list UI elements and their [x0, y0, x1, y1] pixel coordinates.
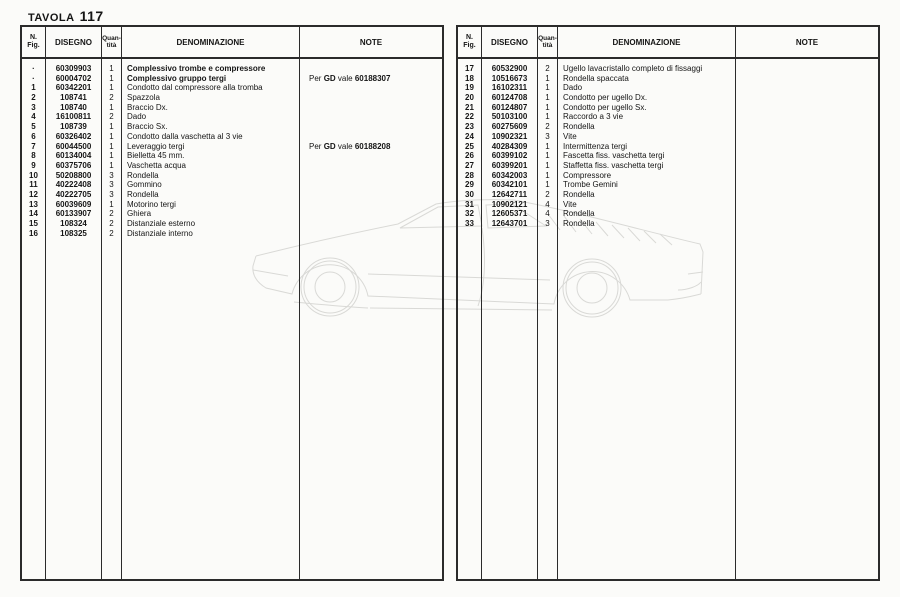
disegno-cell: 108325 [60, 228, 87, 238]
disegno-cell: 12643701 [491, 219, 528, 228]
denominazione-cell: Dado [127, 112, 147, 122]
note-cell [736, 103, 878, 113]
denominazione-cell: Rondella [127, 189, 159, 199]
denominazione-column [122, 59, 300, 579]
denominazione-cell: Distanziale interno [127, 228, 193, 238]
denominazione-cell: Gommino [127, 180, 162, 190]
fig-cell: 15 [29, 219, 38, 228]
quantita-cell: 4 [545, 209, 550, 219]
quantita-cell: 3 [545, 131, 550, 141]
denominazione-cell: Compressore [563, 170, 612, 180]
disegno-column [482, 59, 538, 579]
denominazione-cell: Ugello lavacristallo completo di fissaggi [563, 64, 703, 73]
quantita-cell: 1 [545, 170, 550, 180]
denominazione-cell: Condotto per ugello Dx. [563, 93, 648, 103]
denominazione-cell: Intermittenza tergi [563, 141, 628, 151]
denominazione-column [558, 59, 736, 579]
disegno-cell: 60342201 [55, 83, 92, 93]
fig-cell: 28 [465, 170, 474, 180]
note-cell [736, 200, 878, 210]
disegno-cell: 40222408 [55, 180, 92, 190]
quantita-cell: 2 [109, 112, 114, 122]
fig-cell: 32 [465, 209, 474, 219]
disegno-cell: 60532900 [491, 64, 528, 73]
header-disegno: DISEGNO [46, 27, 102, 57]
quantita-cell: 1 [545, 93, 550, 103]
note-cell [300, 200, 442, 210]
note-cell [300, 171, 442, 181]
quantita-cell: 1 [109, 102, 114, 112]
denominazione-cell: Vite [563, 131, 577, 141]
fig-column [458, 59, 482, 579]
note-cell [300, 161, 442, 171]
note-cell [736, 64, 878, 74]
quantita-cell: 1 [109, 64, 114, 73]
denominazione-cell: Vaschetta acqua [127, 160, 187, 170]
quantita-cell: 1 [109, 151, 114, 161]
header-note: NOTE [359, 37, 383, 47]
disegno-cell: 60275609 [491, 122, 528, 132]
fig-cell: 10 [29, 170, 38, 180]
fig-cell: 31 [465, 199, 474, 209]
quantita-cell: 3 [109, 189, 114, 199]
header-note: NOTE [795, 37, 819, 47]
quantita-cell: 1 [545, 151, 550, 161]
note-cell [300, 219, 442, 229]
quantita-cell: 1 [545, 83, 550, 93]
quantita-cell: 1 [545, 73, 550, 83]
denominazione-cell: Rondella [563, 219, 595, 228]
parts-table-right [456, 25, 880, 581]
header-denominazione: DENOMINAZIONE [558, 27, 736, 57]
denominazione-cell: Ghiera [127, 209, 152, 219]
disegno-cell: 60044500 [55, 141, 92, 151]
denominazione-cell: Condotto dalla vaschetta al 3 vie [127, 131, 243, 141]
fig-cell: 20 [465, 93, 474, 103]
note-column [300, 59, 442, 579]
note-cell [300, 151, 442, 161]
note-cell: Per GD vale 60188208 [309, 141, 391, 151]
note-cell: Per GD vale 60188307 [309, 73, 391, 83]
denominazione-cell: Trombe Gemini [563, 180, 618, 190]
fig-cell: 14 [29, 209, 38, 219]
disegno-cell: 12605371 [491, 209, 528, 219]
denominazione-cell: Braccio Sx. [127, 122, 168, 132]
table-header-row [22, 27, 442, 59]
quantita-cell: 2 [545, 122, 550, 132]
disegno-cell: 12642711 [491, 189, 528, 199]
disegno-cell: 60342003 [491, 170, 528, 180]
fig-cell: 18 [465, 73, 474, 83]
fig-cell: 24 [465, 131, 474, 141]
note-cell [300, 103, 442, 113]
header-quantita: Quan- tità [102, 27, 122, 57]
denominazione-cell: Dado [563, 83, 583, 93]
denominazione-cell: Raccordo a 3 vie [563, 112, 624, 122]
quantita-cell: 4 [545, 199, 550, 209]
fig-cell: 29 [465, 180, 474, 190]
disegno-cell: 60326402 [55, 131, 92, 141]
denominazione-cell: Bielletta 45 mm. [127, 151, 185, 161]
denominazione-cell: Leveraggio tergi [127, 141, 185, 151]
quantita-cell: 1 [545, 160, 550, 170]
denominazione-cell: Vite [563, 199, 577, 209]
note-cell [736, 112, 878, 122]
note-cell [300, 132, 442, 142]
disegno-cell: 108739 [60, 122, 87, 132]
denominazione-cell: Rondella [563, 189, 595, 199]
note-cell [736, 180, 878, 190]
quantita-cell: 1 [109, 160, 114, 170]
page-title-number: 117 [79, 8, 104, 24]
note-cell [736, 83, 878, 93]
table-body [458, 59, 878, 579]
denominazione-cell: Condotto dal compressore alla tromba [127, 83, 263, 93]
fig-cell: 1 [31, 83, 36, 93]
header-quantita: Quan- tità [538, 27, 558, 57]
note-cell [736, 122, 878, 132]
fig-cell: 26 [465, 151, 474, 161]
fig-cell: 4 [31, 112, 36, 122]
fig-cell: 30 [465, 189, 474, 199]
note-cell [300, 64, 442, 74]
note-cell [736, 190, 878, 200]
note-cell [736, 74, 878, 84]
quantita-column [538, 59, 558, 579]
quantita-cell: 1 [109, 122, 114, 132]
fig-cell: 17 [465, 64, 474, 73]
disegno-cell: 50208800 [55, 170, 92, 180]
disegno-cell: 10516673 [491, 73, 528, 83]
disegno-cell: 60124807 [491, 102, 528, 112]
denominazione-cell: Fascetta fiss. vaschetta tergi [563, 151, 665, 161]
denominazione-cell: Braccio Dx. [127, 102, 168, 112]
note-cell [300, 93, 442, 103]
fig-cell: 23 [465, 122, 474, 132]
denominazione-cell: Complessivo trombe e compressore [127, 64, 266, 73]
quantita-cell: 2 [109, 93, 114, 103]
disegno-cell: 10902121 [491, 199, 528, 209]
quantita-cell: 1 [109, 73, 114, 83]
disegno-cell: 60309903 [55, 64, 92, 73]
quantita-cell: 1 [109, 199, 114, 209]
fig-cell: · [32, 73, 35, 83]
table-body [22, 59, 442, 579]
note-cell [300, 83, 442, 93]
fig-cell: 2 [31, 93, 36, 103]
fig-cell: · [32, 64, 35, 73]
disegno-cell: 40284309 [491, 141, 528, 151]
disegno-cell: 60004702 [55, 73, 92, 83]
disegno-cell: 60375706 [55, 160, 92, 170]
quantita-cell: 2 [109, 209, 114, 219]
fig-cell: 19 [465, 83, 474, 93]
note-cell [736, 132, 878, 142]
note-cell [300, 180, 442, 190]
quantita-cell: 1 [109, 141, 114, 151]
quantita-cell: 2 [109, 228, 114, 238]
fig-cell: 21 [465, 102, 474, 112]
note-cell [736, 93, 878, 103]
denominazione-cell: Motorino tergi [127, 199, 176, 209]
note-cell [300, 190, 442, 200]
note-cell [736, 161, 878, 171]
fig-cell: 22 [465, 112, 474, 122]
disegno-cell: 16102311 [491, 83, 528, 93]
fig-cell: 7 [31, 141, 36, 151]
header-fig: N. Fig. [458, 27, 482, 57]
quantita-cell: 3 [545, 219, 550, 228]
fig-cell: 16 [29, 228, 38, 238]
page-title-label: TAVOLA [28, 12, 75, 24]
quantita-cell: 3 [109, 170, 114, 180]
quantita-cell: 1 [545, 112, 550, 122]
note-cell [736, 171, 878, 181]
denominazione-cell: Condotto per ugello Sx. [563, 102, 647, 112]
denominazione-cell: Rondella [563, 209, 595, 219]
fig-column [22, 59, 46, 579]
header-disegno: DISEGNO [482, 27, 538, 57]
disegno-cell: 60039609 [55, 199, 92, 209]
note-cell [300, 112, 442, 122]
page-title [28, 8, 104, 26]
quantita-cell: 1 [109, 131, 114, 141]
note-cell [300, 229, 442, 239]
disegno-cell: 108740 [60, 102, 87, 112]
quantita-cell: 3 [109, 180, 114, 190]
note-column [736, 59, 878, 579]
disegno-cell: 60342101 [491, 180, 528, 190]
disegno-cell: 60134004 [55, 151, 92, 161]
disegno-cell: 60124708 [491, 93, 528, 103]
quantita-cell: 2 [109, 219, 114, 228]
fig-cell: 3 [31, 102, 36, 112]
quantita-cell: 2 [545, 64, 550, 73]
note-cell [736, 209, 878, 219]
denominazione-cell: Distanziale esterno [127, 219, 196, 228]
note-cell [736, 219, 878, 229]
fig-cell: 33 [465, 219, 474, 228]
header-fig: N. Fig. [22, 27, 46, 57]
fig-cell: 9 [31, 160, 36, 170]
disegno-cell: 60133907 [55, 209, 92, 219]
denominazione-cell: Rondella [563, 122, 595, 132]
fig-cell: 12 [29, 189, 38, 199]
quantita-cell: 1 [545, 180, 550, 190]
denominazione-cell: Staffetta fiss. vaschetta tergi [563, 160, 664, 170]
fig-cell: 5 [31, 122, 36, 132]
fig-cell: 25 [465, 141, 474, 151]
fig-cell: 8 [31, 151, 36, 161]
disegno-cell: 10902321 [491, 131, 528, 141]
disegno-column [46, 59, 102, 579]
denominazione-cell: Complessivo gruppo tergi [127, 73, 227, 83]
parts-table-left [20, 25, 444, 581]
quantita-cell: 1 [545, 102, 550, 112]
quantita-column [102, 59, 122, 579]
denominazione-cell: Spazzola [127, 93, 160, 103]
disegno-cell: 16100811 [55, 112, 92, 122]
quantita-cell: 2 [545, 189, 550, 199]
quantita-cell: 1 [545, 141, 550, 151]
disegno-cell: 50103100 [491, 112, 528, 122]
table-header-row [458, 27, 878, 59]
note-cell [736, 151, 878, 161]
disegno-cell: 108324 [60, 219, 87, 228]
fig-cell: 13 [29, 199, 38, 209]
denominazione-cell: Rondella [127, 170, 159, 180]
note-cell [736, 142, 878, 152]
denominazione-cell: Rondella spaccata [563, 73, 629, 83]
fig-cell: 27 [465, 160, 474, 170]
note-cell [300, 122, 442, 132]
disegno-cell: 60399102 [491, 151, 528, 161]
disegno-cell: 60399201 [491, 160, 528, 170]
fig-cell: 6 [31, 131, 36, 141]
disegno-cell: 108741 [60, 93, 87, 103]
disegno-cell: 40222705 [55, 189, 92, 199]
note-cell [300, 209, 442, 219]
header-denominazione: DENOMINAZIONE [122, 27, 300, 57]
quantita-cell: 1 [109, 83, 114, 93]
fig-cell: 11 [29, 180, 38, 190]
